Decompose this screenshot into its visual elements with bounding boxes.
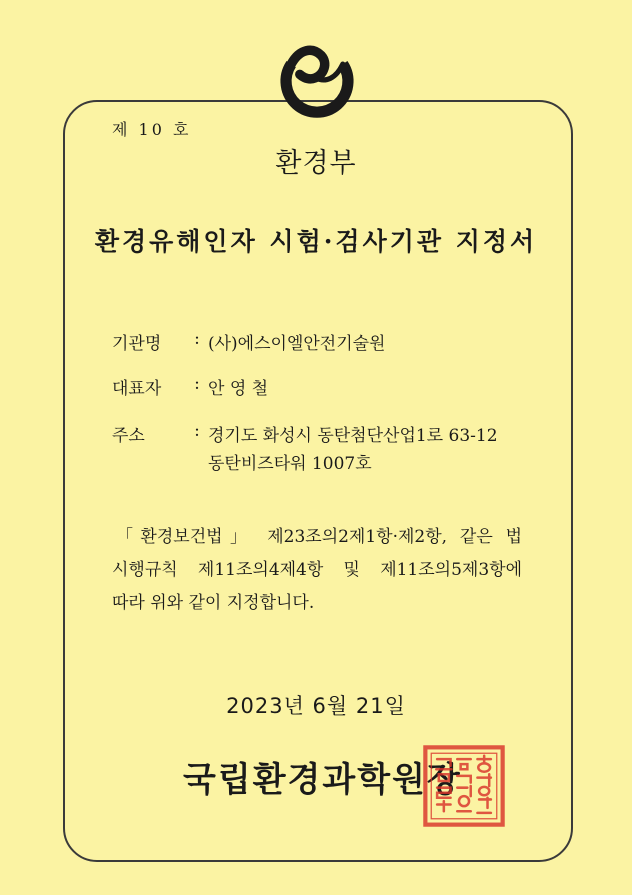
address-line1: 경기도 화성시 동탄첨단산업1로 63-12 (208, 426, 498, 446)
institution-colon: : (194, 329, 200, 349)
body-line-2: 시행규칙 제11조의4제4항 및 제11조의5제3항에 (112, 560, 522, 580)
representative-label: 대표자 (112, 379, 162, 399)
body-paragraph-2 (112, 555, 522, 580)
body-paragraph (112, 522, 522, 547)
issue-date: 2023년 6월 21일 (226, 694, 406, 718)
body-line-1: 「환경보건법」 제23조의2제1항·제2항, 같은 법 (116, 527, 522, 547)
field-institution (112, 329, 385, 354)
body-paragraph-3 (112, 588, 522, 613)
issuer-name: 국립환경과학원장 (183, 760, 462, 800)
document-number: 제 10 호 (112, 120, 192, 139)
field-address (112, 421, 498, 446)
taegeuk-emblem-icon (274, 40, 360, 126)
official-seal-icon (422, 744, 506, 828)
field-representative (112, 374, 268, 399)
ministry-name: 환경부 (275, 148, 357, 179)
representative-value: 안 영 철 (208, 379, 269, 399)
address-colon: : (194, 421, 200, 441)
document-title: 환경유해인자 시험·검사기관 지정서 (94, 227, 538, 256)
representative-colon: : (194, 374, 200, 394)
institution-value: (사)에스이엘안전기술원 (208, 334, 386, 354)
address-line2: 동탄비즈타워 1007호 (208, 454, 372, 474)
address-label: 주소 (112, 426, 145, 446)
body-line-3: 따라 위와 같이 지정합니다. (112, 593, 315, 613)
institution-label: 기관명 (112, 334, 162, 354)
